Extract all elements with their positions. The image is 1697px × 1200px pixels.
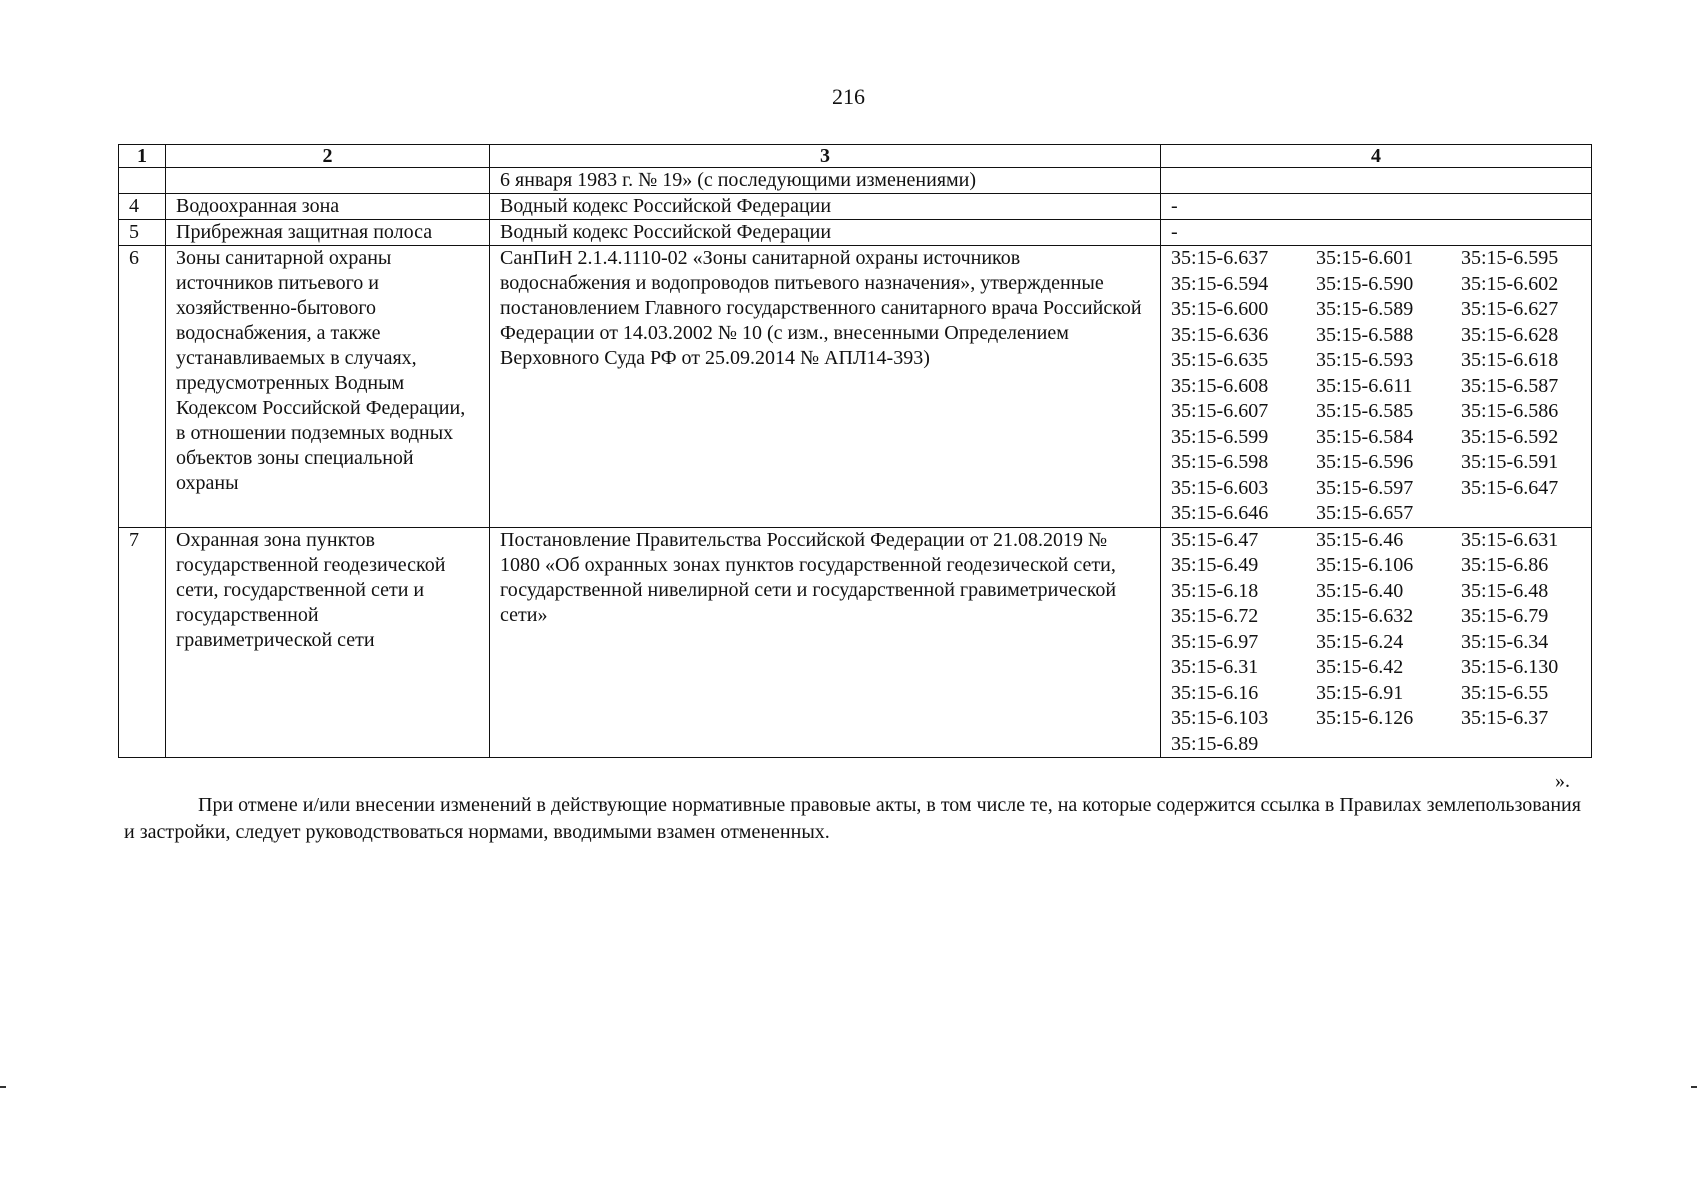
cadastral-code: 35:15-6.46: [1316, 528, 1404, 551]
cadastral-code: 35:15-6.86: [1461, 554, 1549, 576]
cadastral-code: 35:15-6.594: [1171, 272, 1269, 295]
cadastral-code: 35:15-6.628: [1461, 323, 1559, 346]
closing-quote: ».: [1555, 770, 1570, 792]
cadastral-code: 35:15-6.49: [1171, 554, 1259, 576]
table-row: [119, 527, 1592, 758]
cell-document: Постановление Правительства Российской Федерации от 21.08.2019 № 1080 «Об охранных зонах пунктов государственной геодезической сети, государственной нивелирной сети и государственной гравиметрической сети»: [490, 527, 1161, 758]
cadastral-code: 35:15-6.595: [1461, 247, 1559, 269]
header-col-2: 2: [166, 145, 490, 168]
cadastral-code: 35:15-6.55: [1461, 681, 1549, 704]
cell-num: 5: [119, 220, 166, 246]
table-row: [119, 246, 1592, 528]
cadastral-code: 35:15-6.647: [1461, 476, 1559, 499]
cadastral-code: 35:15-6.627: [1461, 298, 1559, 320]
cadastral-code: 35:15-6.97: [1171, 630, 1259, 653]
cadastral-code: 35:15-6.607: [1171, 400, 1269, 422]
cadastral-code: 35:15-6.611: [1316, 374, 1413, 397]
cadastral-code: 35:15-6.40: [1316, 579, 1404, 602]
cell-codes: [1161, 246, 1592, 528]
header-col-1: 1: [119, 145, 166, 168]
cadastral-code: 35:15-6.72: [1171, 605, 1259, 627]
cell-codes: [1161, 168, 1592, 194]
cadastral-code: 35:15-6.24: [1316, 630, 1404, 653]
cadastral-code: 35:15-6.636: [1171, 323, 1269, 346]
cell-zone: Водоохранная зона: [166, 194, 490, 220]
cadastral-code: 35:15-6.632: [1316, 605, 1414, 627]
cadastral-code: 35:15-6.79: [1461, 605, 1549, 627]
cadastral-code: 35:15-6.587: [1461, 374, 1559, 397]
cell-codes: -: [1161, 194, 1592, 220]
cadastral-code: 35:15-6.130: [1461, 656, 1559, 678]
cadastral-code: 35:15-6.589: [1316, 298, 1414, 320]
scan-edge-mark-right: [1691, 1086, 1697, 1088]
cadastral-code: 35:15-6.602: [1461, 272, 1559, 295]
cadastral-code: 35:15-6.585: [1316, 400, 1414, 422]
table-row: [119, 194, 1592, 220]
cadastral-code: 35:15-6.91: [1316, 681, 1404, 704]
cadastral-code: 35:15-6.593: [1316, 349, 1414, 371]
cell-document: 6 января 1983 г. № 19» (с последующими изменениями): [490, 168, 1161, 194]
cadastral-code: 35:15-6.584: [1316, 425, 1414, 448]
cadastral-code: 35:15-6.586: [1461, 400, 1559, 422]
cadastral-code: 35:15-6.126: [1316, 707, 1414, 729]
cadastral-code: 35:15-6.608: [1171, 374, 1269, 397]
scan-edge-mark-left: [0, 1086, 6, 1088]
page-number: 216: [832, 84, 865, 109]
cadastral-code: 35:15-6.635: [1171, 349, 1269, 371]
cadastral-codes-list: [1171, 528, 1581, 758]
cadastral-code: 35:15-6.631: [1461, 528, 1559, 551]
header-col-3: 3: [490, 145, 1161, 168]
cadastral-code: 35:15-6.597: [1316, 476, 1414, 499]
cadastral-codes-list: [1171, 246, 1581, 527]
cell-codes: -: [1161, 220, 1592, 246]
cell-zone: [166, 168, 490, 194]
cadastral-code: 35:15-6.48: [1461, 579, 1549, 602]
cadastral-code: 35:15-6.603: [1171, 476, 1269, 499]
cadastral-code: 35:15-6.34: [1461, 630, 1549, 653]
cadastral-code: 35:15-6.37: [1461, 707, 1549, 729]
regulation-table: [118, 144, 1592, 758]
cadastral-code: 35:15-6.601: [1316, 247, 1414, 269]
cadastral-code: 35:15-6.591: [1461, 451, 1559, 473]
note-paragraph: При отмене и/или внесении изменений в действующие нормативные правовые акты, в том числе те, на которые содержится ссылка в Правилах землепользования и застройки, следует руководствоваться нормами, вводимыми взамен отмененных.: [124, 794, 1581, 843]
cadastral-code: 35:15-6.103: [1171, 707, 1269, 729]
cell-document: Водный кодекс Российской Федерации: [490, 220, 1161, 246]
cadastral-code: 35:15-6.588: [1316, 323, 1414, 346]
cadastral-code: 35:15-6.637: [1171, 247, 1269, 269]
cell-document: СанПиН 2.1.4.1110-02 «Зоны санитарной охраны источников водоснабжения и водопроводов питьевого назначения», утвержденные постановлением Главного государственного санитарного врача Российской Федерации от 14.03.2002 № 10 (с изм., внесенными Определением Верховного Суда РФ от 25.09.2014 № АПЛ14-393): [490, 246, 1161, 528]
header-col-4: 4: [1161, 145, 1592, 168]
table-row: [119, 220, 1592, 246]
cadastral-code: 35:15-6.598: [1171, 451, 1269, 473]
cadastral-code: 35:15-6.18: [1171, 579, 1259, 602]
cell-num: 4: [119, 194, 166, 220]
cadastral-code: 35:15-6.31: [1171, 656, 1259, 678]
cell-num: 6: [119, 246, 166, 528]
cadastral-code: 35:15-6.596: [1316, 451, 1414, 473]
cadastral-code: 35:15-6.618: [1461, 349, 1559, 371]
cadastral-code: 35:15-6.16: [1171, 681, 1259, 704]
table-header-row: [119, 145, 1592, 168]
cadastral-code: 35:15-6.600: [1171, 298, 1269, 320]
cadastral-code: 35:15-6.42: [1316, 656, 1404, 678]
cell-num: 7: [119, 527, 166, 758]
cadastral-code: 35:15-6.657: [1316, 502, 1414, 524]
cell-codes: [1161, 527, 1592, 758]
cadastral-code: 35:15-6.646: [1171, 502, 1269, 524]
table-row-continuation: [119, 168, 1592, 194]
cadastral-code: 35:15-6.590: [1316, 272, 1414, 295]
cadastral-code: 35:15-6.106: [1316, 554, 1414, 576]
cadastral-code: 35:15-6.599: [1171, 425, 1269, 448]
cadastral-code: 35:15-6.47: [1171, 528, 1259, 551]
cell-num: [119, 168, 166, 194]
cell-zone: Прибрежная защитная полоса: [166, 220, 490, 246]
cadastral-code: 35:15-6.89: [1171, 732, 1259, 755]
cell-zone: Охранная зона пунктов государственной геодезической сети, государственной сети и государственной гравиметрической сети: [166, 527, 490, 758]
cadastral-code: 35:15-6.592: [1461, 425, 1559, 448]
cell-zone: Зоны санитарной охраны источников питьевого и хозяйственно-бытового водоснабжения, а также устанавливаемых в случаях, предусмотренных Водным Кодексом Российской Федерации, в отношении подземных водных объектов зоны специальной охраны: [166, 246, 490, 528]
cell-document: Водный кодекс Российской Федерации: [490, 194, 1161, 220]
